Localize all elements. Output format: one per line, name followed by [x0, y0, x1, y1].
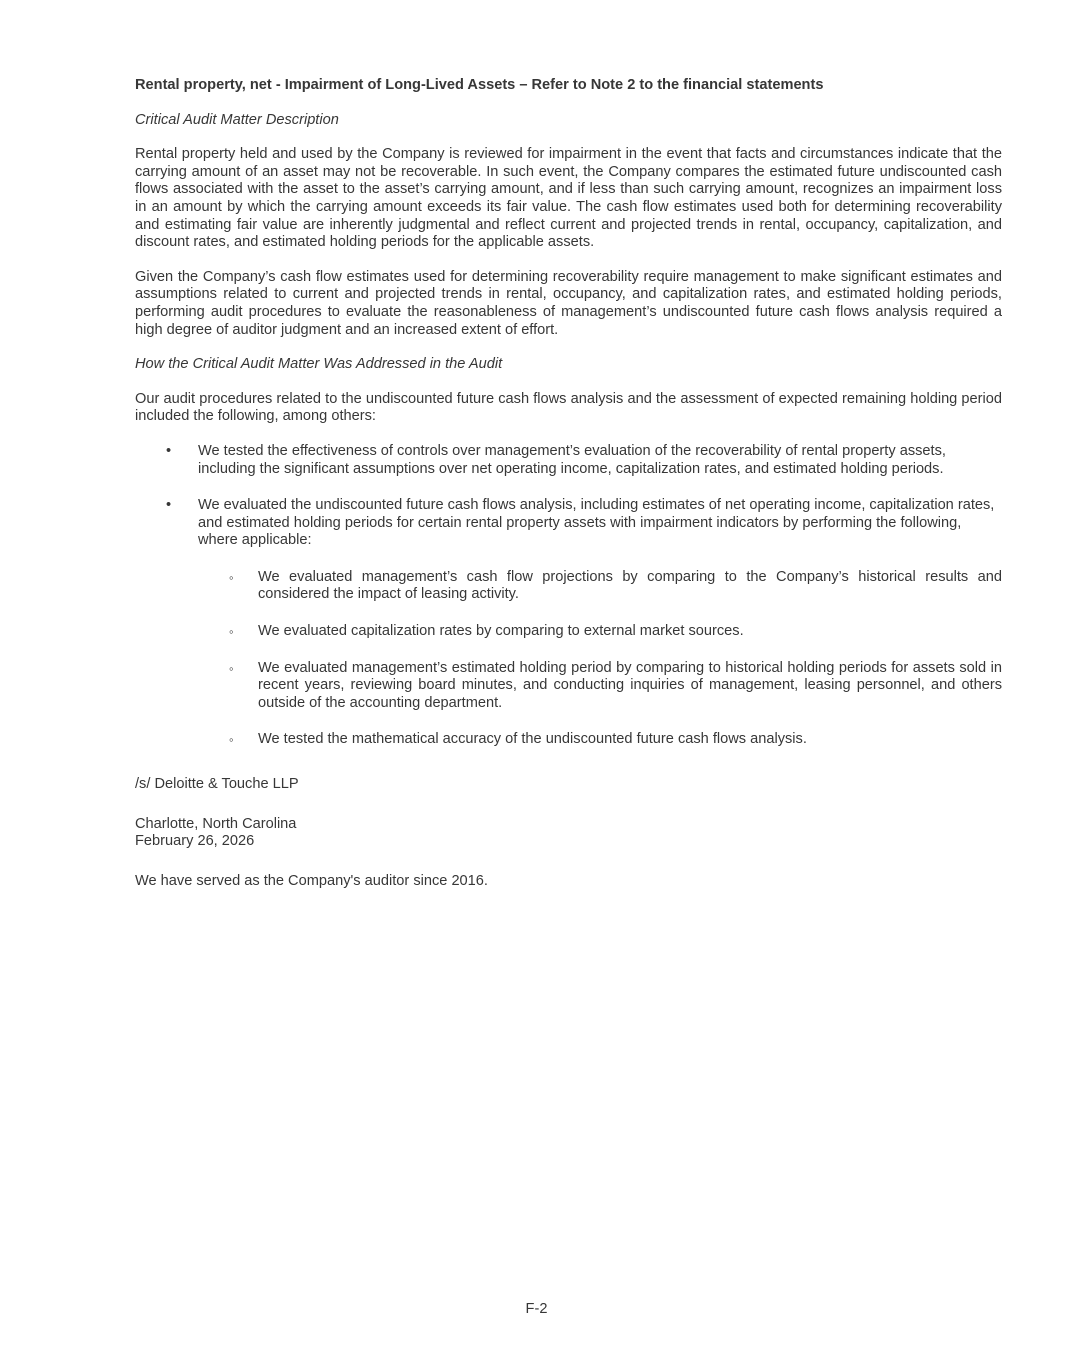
section-title-critical-audit-matter-description: Critical Audit Matter Description	[135, 111, 339, 128]
bullet-list	[135, 443, 1002, 749]
circle-bullet-icon: ◦	[229, 569, 234, 585]
document-heading: Rental property, net - Impairment of Long-Lived Assets – Refer to Note 2 to the financial statements	[135, 77, 824, 93]
circle-bullet-icon: ◦	[229, 660, 234, 676]
section-title-how-addressed: How the Critical Audit Matter Was Addressed in the Audit	[135, 356, 503, 373]
sub-list-item	[135, 660, 1002, 713]
list-item	[135, 443, 1002, 478]
signature-address-block	[135, 816, 1002, 851]
list-item	[135, 497, 1002, 550]
paragraph-impairment-overview: Rental property held and used by the Company is reviewed for impairment in the event that facts and circumstances indicate that the carrying amount of an asset may not be recoverable. In such event, the Company compares the estimated future undiscounted cash flows associated with the asset to the asset’s carrying amount, and if less than such carrying amount, recognizes an impairment loss in an amount by which the carrying amount exceeds its fair value. The cash flow estimates used both for determining recoverability and estimating fair value are inherently judgmental and reflect current and projected trends in rental, occupancy, capitalization, and discount rates, and estimated holding periods for the applicable assets.	[135, 146, 1002, 251]
list-item-text: We tested the mathematical accuracy of the undiscounted future cash flows analysis.	[258, 731, 807, 748]
sub-list-item	[135, 731, 1002, 749]
paragraph-auditor-judgment: Given the Company’s cash flow estimates used for determining recoverability require management to make significant estimates and assumptions related to current and projected trends in rental, occupancy, and capitalization rates, and estimated holding periods, performing audit procedures to evaluate the reasonableness of management’s undiscounted future cash flows analysis required a high degree of auditor judgment and an increased extent of effort.	[135, 268, 1002, 338]
list-item-text: We evaluated capitalization rates by comparing to external market sources.	[258, 623, 744, 640]
auditor-tenure-note: We have served as the Company's auditor since 2016.	[135, 872, 488, 889]
signature-date: February 26, 2026	[135, 833, 255, 850]
document-body	[135, 77, 1002, 890]
list-item-text: We tested the effectiveness of controls over management’s evaluation of the recoverability of rental property assets, including the significant assumptions over net operating income, capitalization rates, and estimated holding periods.	[198, 442, 946, 477]
bullet-icon: •	[166, 497, 172, 514]
list-item-text: We evaluated the undiscounted future cash flows analysis, including estimates of net operating income, capitalization rates, and estimated holding periods for certain rental property assets with impairment indicators by performing the following, where applicable:	[198, 497, 995, 549]
circle-bullet-icon: ◦	[229, 624, 234, 640]
list-item-text: We evaluated management’s cash flow projections by comparing to the Company’s historical results and considered the impact of leasing activity.	[258, 568, 1002, 603]
paragraph-audit-procedures-intro: Our audit procedures related to the undiscounted future cash flows analysis and the assessment of expected remaining holding period included the following, among others:	[135, 390, 1002, 425]
auditor-signature: /s/ Deloitte & Touche LLP	[135, 776, 299, 793]
sub-list-item	[135, 623, 1002, 641]
bullet-icon: •	[166, 442, 172, 459]
signature-location: Charlotte, North Carolina	[135, 815, 297, 832]
page-number: F-2	[525, 1301, 548, 1317]
sub-list-item	[135, 569, 1002, 604]
list-item-text: We evaluated management’s estimated holding period by comparing to historical holding periods for assets sold in recent years, reviewing board minutes, and conducting inquiries of management, leasing personnel, and others outside of the accounting department.	[258, 659, 1002, 711]
circle-bullet-icon: ◦	[229, 732, 234, 748]
